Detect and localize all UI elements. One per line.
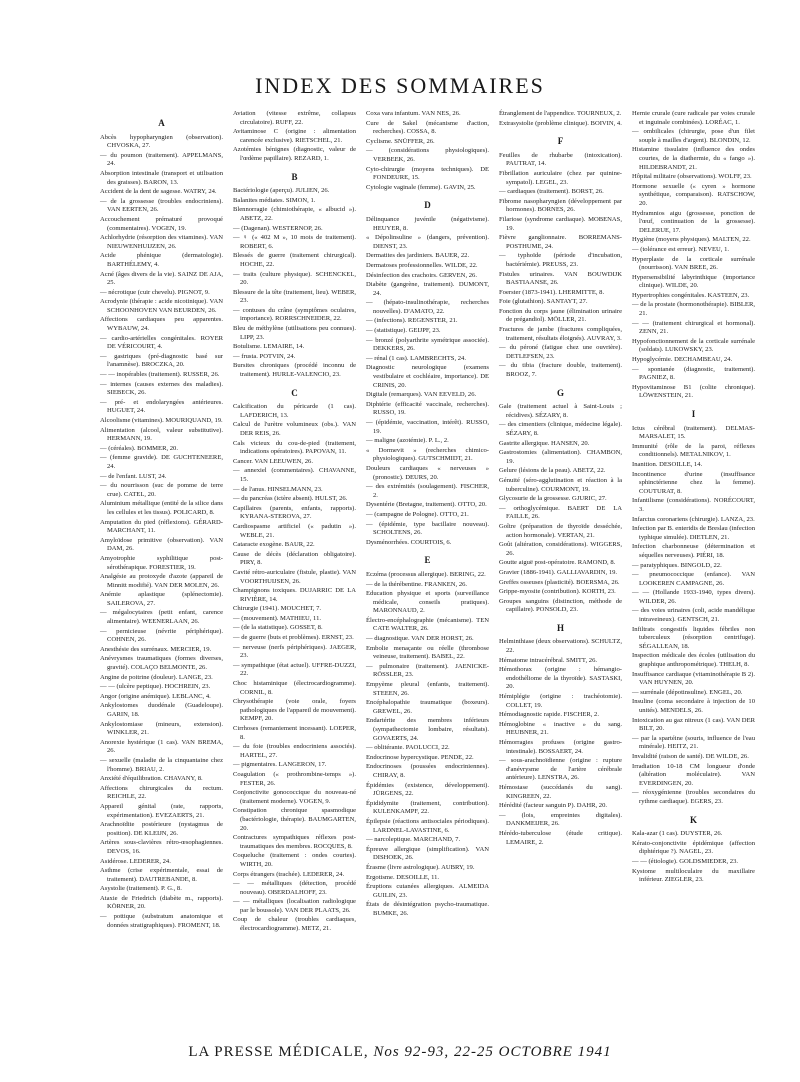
- index-column: [100, 110, 223, 931]
- index-entry: Érasme (livre astrologique). AUBRY, 19.: [366, 863, 475, 871]
- index-entry: Infiltrats congestifs liquides fébriles non tuberculeux (résorption centrifuge). SÉGALLEAN, 18.: [632, 625, 755, 650]
- index-entry: Douleurs cardiaques « nerveuses » (pronostic). DEURS, 20.: [366, 464, 489, 481]
- index-entry: — de l'enfant. LUST, 24.: [100, 472, 167, 480]
- section-letter: A: [158, 118, 165, 128]
- index-entry: — (mouvement). MATHIEU, 11.: [233, 614, 322, 622]
- index-column: [499, 110, 622, 848]
- index-entry: Bursites chroniques (procédé inconnu de traitement). HURLE-VALENCIO, 23.: [233, 362, 356, 379]
- index-entry: Épreuve allergique (simplification). VAN DISHOEK, 26.: [366, 845, 489, 862]
- index-entry: Hémothorax (origine : hémangio-endothéliome de la thyroïde). SASTASKI, 20.: [499, 666, 622, 691]
- index-entry: Anémie aplastique (splénectomie). SAILEROVA, 27.: [100, 591, 223, 607]
- index-entry: Feuilles de rhubarbe (intoxication). PAUTRAT, 14.: [499, 151, 622, 168]
- index-entry: Gravier (1886-1941). GALLIAVARDIN, 19.: [499, 568, 618, 576]
- index-entry: Anévrysmes traumatiques (formes diverses, gravité). COLAÇO BELMONTE, 26.: [100, 655, 223, 672]
- index-entry: Asthme (crise expérimentale, essai de traitement). DAUTREBANDE, 8.: [100, 867, 223, 883]
- index-entry: Botulisme. LEMAIRE, 14.: [233, 343, 305, 351]
- index-entry: Analgésie au protoxyde d'azote (appareil de Minnitt modifié). VAN DER MOLEN, 26.: [100, 573, 223, 589]
- index-entry: Intoxication au gaz nitreux (1 cas). VAN DER BILT, 20.: [632, 716, 755, 733]
- index-entry: — annexiel (commentaires). CHAVANNE, 15.: [233, 467, 356, 483]
- index-entry: Hôpital militaire (observations). WOLFF, 23.: [632, 173, 752, 181]
- page-title: INDEX DES SOMMAIRES: [255, 72, 545, 98]
- index-entry: Avitaminose C (origine : alimentation carencée exclusive). RIETSCHEL, 21.: [233, 128, 356, 144]
- index-entry: — du nourrisson (suc de pomme de terre crue). CATEL, 20.: [100, 482, 223, 498]
- index-entry: Acrodynie (thérapie : acide nicotinique). VAN SCHOONHOVEN VAN BEURDEN, 26.: [100, 298, 223, 314]
- index-entry: Aviation (vitesse extrême, collapsus circulatoire). RUFF, 22.: [233, 110, 356, 126]
- index-entry: Acide phénique (dermatologie). BARTHÉLEMY, 4.: [100, 252, 223, 268]
- index-entry: Ankylostomiase (mineurs, extension). WINKLER, 21.: [100, 720, 223, 737]
- index-entry: Amyotrophie syphilitique post-sérothérapique. FORESTIER, 19.: [100, 554, 223, 571]
- index-entry: Fièvre ganglionnaire. BORREMANS-POSTHUME, 24.: [499, 234, 622, 250]
- index-entry: « Dormevit » (recherches chimico-physiologiques). GUTSCHMIDT, 21.: [366, 446, 489, 463]
- index-entry: Hypertrophies congénitales. KASTEEN, 23.: [632, 291, 750, 299]
- index-entry: Cure de Sakel (mécanisme d'action, recherches). COSSA, 8.: [366, 119, 489, 136]
- index-entry: Cardiospasme artificiel (« padutin »). WEBLE, 21.: [233, 522, 356, 539]
- index-entry: Histamine tissulaire (influence des ondes courtes, de la diathermie, du « fango »). HILDEBRANDT, 21.: [632, 146, 755, 171]
- index-entry: Chrysothérapie (voie orale, foyers pathologiques de l'appareil de mouvement). KEMPF, 20.: [233, 698, 356, 723]
- index-entry: Affections chirurgicales du rectum. REICHLE, 22.: [100, 784, 223, 801]
- index-entry: Ergotisme. DESOILLE, 11.: [366, 873, 440, 881]
- index-entry: — de la thérébentine. FRANKEN, 26.: [366, 580, 468, 588]
- index-entry: Champignons toxiques. DUJARRIC DE LA RIVIÈRE, 14.: [233, 587, 356, 603]
- index-entry: Hémoglobine « inactive » du sang. HEUBNER, 21.: [499, 720, 622, 737]
- index-entry: — des voies urinaires (coli, acide mandélique intraveineux). GENTSCH, 21.: [632, 607, 755, 624]
- page-footer: [0, 1044, 800, 1061]
- index-entry: Calcul de l'urètre volumineux (obs.). VAN DER REIS, 26.: [233, 421, 356, 437]
- index-entry: Calcification du péricarde (1 cas). LAFDERICH, 13.: [233, 403, 356, 419]
- index-entry: — des extrémités (soulagement). FISCHER, 2.: [366, 483, 489, 499]
- index-entry: Gastrostomies (alimentation). CHAMBON, 19.: [499, 449, 622, 465]
- index-entry: Fibrillation auriculaire (chez par quinine-sympatol). LEGEL, 23.: [499, 169, 622, 186]
- index-entry: Kystome multiloculaire du maxillaire inférieur. ZIEGLER, 23.: [632, 867, 755, 884]
- index-entry: Foie (glutathion). SANTAYT, 27.: [499, 298, 588, 306]
- index-entry: Étranglement de l'appendice. TOURNEUX, 2.: [499, 110, 622, 117]
- index-entry: Hérédo-tuberculose (étude critique). LEMAIRE, 2.: [499, 829, 622, 846]
- section-letter: F: [557, 136, 564, 147]
- index-entry: — (hépato-insulinothérapie, recherches nouvelles). D'AMATO, 22.: [366, 299, 489, 315]
- index-entry: — maligne (azotémie). P. L., 2.: [366, 437, 449, 445]
- index-entry: — (tolérance est erreur). NEVEU, 1.: [632, 245, 730, 253]
- index-entry: — de la prostate (hormonothérapie). BIBLER, 21.: [632, 301, 755, 318]
- index-entry: Hémorragies profuses (origine gastro-intestinale). BOSSAERT, 24.: [499, 739, 622, 755]
- index-entry: Hémiplégie (origine : trachéotomie). COLLET, 19.: [499, 693, 622, 709]
- index-entry: Embolie menaçante ou réelle (thrombose veineuse, traitement). BABEL, 22.: [366, 644, 489, 661]
- index-entry: Aluminium métallique (entité de la silice dans les cellules et les tissus). POLICARD, 8.: [100, 500, 223, 516]
- index-entry: — internes (causes externes des maladies). SIEBECK, 26.: [100, 380, 223, 397]
- index-entry: Capillaires (parents, enfants, rapports). KYRANA-STEROVA, 27.: [233, 504, 356, 521]
- index-entry: — orthoglycémique. BAERT DE LA FAILLE, 26.: [499, 504, 622, 521]
- index-entry: — pottique (substratum anatomique et données stratigraphiques). FROMENT, 18.: [100, 913, 223, 929]
- index-entry: Cause de décès (déclaration obligatoire). PIRY, 8.: [233, 550, 356, 567]
- index-entry: — — métalliques (détection, procédé nouveau). OBERDALHOFF, 23.: [233, 880, 356, 896]
- index-entry: — mégalocytaires (petit enfant, carence alimentaire). WEENERLAAN, 26.: [100, 609, 223, 626]
- index-entry: Coup de chaleur (troubles cardiaques, électrocardiogramme). METZ, 21.: [233, 916, 356, 933]
- section-letter: G: [556, 387, 564, 398]
- index-entry: Alcoolisme (vitamines). MOURIQUAND, 19.: [100, 417, 223, 424]
- index-entry: Dermatites des jardiniers. BAUER, 22.: [366, 252, 470, 260]
- index-entry: Hernie crurale (cure radicale par voies crurale et inguinale combinées). LORÉAC, 1.: [632, 110, 755, 126]
- index-entry: Hémodiagnostic rapide. FISCHER, 2.: [499, 711, 599, 719]
- index-entry: Infarctus coronariens (chirurgie). LANZA, 23.: [632, 515, 755, 523]
- index-entry: Grippe-myosite (contribution). KORTH, 23.: [499, 588, 616, 596]
- index-entry: Irradiation 10-18 CM longueur d'onde (altération moléculaire). VAN EVERDINGEN, 20.: [632, 762, 755, 787]
- footer-journal: LA PRESSE MÉDICALE,: [188, 1044, 369, 1060]
- index-entry: Hypersensibilité labyrinthique (importance clinique). WILDE, 20.: [632, 273, 755, 290]
- index-entry: Infection par B. enteridis de Breslau (infection typhique simulée). DIETLEN, 21.: [632, 525, 755, 541]
- index-entry: — du tibia (fracture double, traitement). BROOZ, 7.: [499, 362, 622, 379]
- index-entry: — rénal (1 cas). LAMBRECHTS, 24.: [366, 354, 466, 362]
- section-letter: B: [291, 171, 298, 182]
- index-entry: Diphtérie (efficacité vaccinale, recherches). RUSSO, 19.: [366, 400, 489, 417]
- index-entry: — (considérations physiologiques). VERBEEK, 26.: [366, 147, 489, 163]
- footer-date: 22-25 OCTOBRE 1941: [453, 1044, 612, 1060]
- index-entry: — ombilicales (chirurgie, pose d'un filet souple à mailles d'argent). BLONDIN, 12.: [632, 128, 755, 144]
- index-entry: « Dépolinsuline » (dangers, prévention). DIENST, 23.: [366, 234, 489, 250]
- index-entry: Corps étrangers (trachée). LEDERER, 24.: [233, 870, 345, 878]
- index-entry: Épididymite (traitement, contribution). KULENKAMPF, 22.: [366, 799, 489, 816]
- index-entry: Incontinence d'urine (insuffisance sphinctérienne chez la femme). COUTURAT, 8.: [632, 470, 755, 495]
- index-entry: — réoxygénienne (troubles secondaires du rythme cardiaque). EGERS, 23.: [632, 789, 755, 805]
- index-entry: Hormone sexuelle (« cyren » hormone synthétique, comparaison). RATSCHOW, 20.: [632, 182, 755, 207]
- index-entry: Bactériologie (aperçu). JULIEN, 26.: [233, 187, 330, 195]
- index-entry: Invalidité (raison de santé). DE WILDE, 26.: [632, 752, 749, 760]
- index-entry: — (céréales). BOMMER, 20.: [100, 444, 179, 452]
- index-entry: Hypofonctionnement de la corticale surrénale (soldats). LUKOWSKY, 23.: [632, 337, 755, 354]
- index-entry: Asidérose. LEDERER, 24.: [100, 857, 171, 865]
- index-entry: Appareil génital (rate, rapports, expérimentation). EVEZAERTS, 21.: [100, 802, 223, 819]
- index-entry: — par la spartéine (souris, influence de l'eau minérale). HEITZ, 21.: [632, 734, 755, 751]
- index-entry: Encéphalopathie traumatique (boxeurs). GREWEL, 26.: [366, 699, 489, 715]
- index-columns: [100, 110, 755, 1030]
- index-entry: Achlorhydrie (résorption des vitamines). VAN NIEUWENHUIJZEN, 26.: [100, 234, 223, 250]
- index-entry: Coagulation (« prothrombine-temps »). FESTER, 26.: [233, 770, 356, 787]
- index-entry: Accouchement prématuré provoqué (commentaires). VOGEN, 19.: [100, 215, 223, 232]
- index-entry: Hypovitaminose B1 (colite chronique). LÖWENSTEIN, 21.: [632, 383, 755, 400]
- index-entry: — (lois, empreintes digitales). DANKMEIJER, 26.: [499, 811, 622, 828]
- index-entry: Empyème pleural (enfants, traitement). STEEEN, 26.: [366, 681, 489, 697]
- index-entry: Endartérite des membres inférieurs (sympathectomie lombaire, résultats). GOVAERTS, 24.: [366, 717, 489, 742]
- index-entry: — cardiaques (traitement). BORST, 26.: [499, 188, 604, 196]
- index-column: [366, 110, 489, 919]
- index-entry: — sympathique (état actuel). UFFRE-DUZZI, 22.: [233, 661, 356, 678]
- index-entry: Génuité (séro-agglutination et réaction à la tuberculine). COURMONT, 19.: [499, 476, 622, 493]
- index-entry: Dermatoses professionnelles. WILDE, 22.: [366, 261, 478, 269]
- index-entry: Amyloïdose primitive (observation). VAN DAM, 26.: [100, 536, 223, 553]
- index-entry: Balanites médiates. SIMON, 1.: [233, 196, 316, 204]
- index-entry: Abcès hypopharyngien (observation). CHVOSKA, 27.: [100, 133, 223, 150]
- section-letter: C: [291, 387, 298, 398]
- index-entry: Groupes sanguins (distinction, méthode de capillaire). PONSOLD, 23.: [499, 597, 622, 614]
- index-entry: Amputation du pied (réflexions). GÉRARD-MARCHANT, 11.: [100, 518, 223, 535]
- index-entry: Hygiène (moyens physiques). MALTEN, 22.: [632, 236, 751, 244]
- index-entry: — bronzé (polyarthrite symétrique associée). DEKKERS, 26.: [366, 336, 489, 353]
- index-entry: Inanition. DESOILLE, 14.: [632, 460, 703, 468]
- index-entry: Anxiété d'équilibration. CHAVANY, 8.: [100, 775, 203, 783]
- index-entry: Épidémies (existence, développement). JÜRGENS, 22.: [366, 781, 489, 798]
- index-entry: — nécrotique (cuir chevelu). PIGNOT, 9.: [100, 288, 210, 296]
- section-letter: K: [689, 814, 697, 825]
- index-entry: Fibrome nasopharyngien (développement par hormones). BORNES, 26.: [499, 197, 622, 214]
- index-entry: — oblitérante. PAOLUCCI, 22.: [366, 744, 450, 752]
- index-entry: Azotémies bénignes (diagnostic, valeur de l'œdème papillaire). REZARD, 1.: [233, 146, 356, 162]
- index-entry: Diagnostic neurologique (examens vestibulaire et cochléaire, importance). DE CRINIS, 20.: [366, 364, 489, 389]
- section-letter: H: [556, 622, 564, 633]
- index-entry: Infection charbonneuse (détermination et séquelles nerveuses). PIÉRI, 18.: [632, 543, 755, 559]
- footer-issue: Nos 92-93,: [373, 1044, 450, 1060]
- index-entry: — (Dagenan). WESTERNOP, 26.: [233, 224, 323, 232]
- index-entry: Diabète (gangrène, traitement). DUMONT, 24.: [366, 281, 489, 297]
- index-entry: Désinfection des crachoirs. GERVEN, 26.: [366, 271, 477, 279]
- index-entry: Hérédité (facteur sanguin P). DAHR, 20.: [499, 802, 608, 810]
- index-entry: Cals vicieux du cou-de-pied (traitement, indications opératoires). PAPOVAN, 11.: [233, 439, 356, 456]
- index-entry: — du péroné (fatigue chez une ouvrière). DETLEFSEN, 23.: [499, 344, 622, 360]
- index-entry: Goutte aiguë post-opératoire. RAMOND, 8.: [499, 559, 616, 567]
- index-entry: Anorexie hystérique (1 cas). VAN BREMA, 26.: [100, 738, 223, 755]
- index-entry: Cancer. VAN LEEUWEN, 26.: [233, 457, 313, 465]
- index-entry: Acné (âges divers de la vie). SAINZ DE AJA, 25.: [100, 270, 223, 287]
- index-entry: — — (étiologie). GOLDSMIEDER, 23.: [632, 857, 739, 865]
- index-entry: — (infections). REGENSTER, 21.: [366, 317, 458, 325]
- section-letter: E: [424, 555, 431, 566]
- index-entry: Glycosurie de la grossesse. GJURIC, 27.: [499, 495, 607, 503]
- index-entry: Digitale (remarques). VAN EEVELD, 26.: [366, 391, 477, 399]
- index-entry: — sous-arachnoïdienne (origine : rupture d'anévrysme de l'artère cérébrale antérieure). LENSTRA, 26.: [499, 757, 622, 782]
- index-column: [632, 110, 755, 886]
- index-entry: Endocrinoses (poussées endocriniennes). CHIRAY, 8.: [366, 763, 489, 779]
- index-entry: Insuline (coma secondaire à injection de 10 unités). MENDELS, 26.: [632, 698, 755, 714]
- index-entry: Arachnoïdite postérieure (nystagmus de position). DE KLEIJN, 26.: [100, 821, 223, 837]
- index-entry: Hémostase (succédanés du sang). KINGREEN, 22.: [499, 783, 622, 800]
- index-entry: Inspection médicale des écoles (utilisation du graphique anthropométrique). THELH, 8.: [632, 652, 755, 669]
- index-entry: Contractures sympathiques réflexes post-traumatiques des membres. ROCQUES, 8.: [233, 834, 356, 850]
- index-entry: Artères sous-clavières rétro-œsophagiennes. DEVOS, 16.: [100, 839, 223, 855]
- index-entry: — — métalliques (localisation radiologique par le boussole). VAN DER PLAATS, 26.: [233, 898, 356, 914]
- index-entry: Filariose (syndrome cardiaque). MOBENAS, 19.: [499, 215, 622, 232]
- index-entry: Angine de poitrine (douleur). LANGE, 23.: [100, 673, 213, 681]
- index-entry: — — inopérables (traitement). RUSSER, 26.: [100, 371, 220, 379]
- index-entry: Ankylostomes duodénale (Guadeloupe). GARIN, 18.: [100, 702, 223, 718]
- index-entry: Education physique et sports (surveillance médicale, conseils pratiques). MARONNAUD, 2.: [366, 590, 489, 615]
- index-entry: Cavité rétro-auriculaire (fistule, plastie). VAN VOORTHUIJSEN, 26.: [233, 568, 356, 585]
- index-entry: Hématome intracérébral. SMITT, 26.: [499, 656, 598, 664]
- index-entry: — contuses du crâne (symptômes oculaires, importance). RORRSCHNEIDER, 22.: [233, 306, 356, 323]
- index-entry: — (statistique). GEIJPF, 23.: [366, 327, 441, 335]
- index-entry: États de désintégration psycho-traumatique. BUMKE, 26.: [366, 901, 489, 917]
- index-entry: Insuffisance cardiaque (vitaminothérapie B 2). VAN HUYNEN, 20.: [632, 670, 755, 687]
- index-entry: Hydramnios aigu (grossesse, ponction de l'œuf, continuation de la grossesse). DELERUE, 17.: [632, 209, 755, 234]
- index-entry: Éruptions cutanées allergiques. ALMEIDA GUILIN, 23.: [366, 883, 489, 899]
- index-entry: Cataracte exogène. BAUR, 22.: [233, 541, 315, 549]
- index-entry: — du poumon (traitement). APPELMANS, 24.: [100, 151, 223, 168]
- index-entry: — typhoïde (période d'incubation, bactériémie). PREUSS, 23.: [499, 252, 622, 268]
- index-entry: — — (ulcère peptique). HOCHREIN, 23.: [100, 683, 211, 691]
- index-entry: Greffes osseuses (plasticité). BOERSMA, 26.: [499, 578, 620, 586]
- index-entry: Foerster (1873-1941). LHERMITTE, 8.: [499, 288, 605, 296]
- index-entry: — ♀ (« 402 M », 10 mois de traitement). ROBERT, 6.: [233, 234, 356, 250]
- index-entry: Dysentérie (Bretagne, traitement). OTTO, 20.: [366, 501, 487, 509]
- index-entry: Anesthésie des surrénaux. MERCIER, 19.: [100, 645, 212, 653]
- index-entry: Cyclisme. SNÜFFER, 26.: [366, 137, 435, 145]
- index-entry: Kérato-conjonctivite épidémique (affection diphtérique ?). NAGEL, 23.: [632, 839, 755, 856]
- index-entry: Affections cardiaques peu apparentes. WYBAUW, 24.: [100, 316, 223, 333]
- index-entry: — (campagne de Pologne). OTTO, 21.: [366, 510, 469, 518]
- index-entry: — surrénale (dépotinsuline). ENGEL, 20.: [632, 688, 743, 696]
- index-entry: Accident de la dent de sagesse. WATRY, 24.: [100, 188, 217, 196]
- index-entry: Choc histaminique (électrocardiogramme). CORNIL, 8.: [233, 680, 356, 696]
- index-entry: Cyto-chirurgie (moyens techniques). DE FONDEURE, 15.: [366, 165, 489, 182]
- index-entry: Fractures de jambe (fractures compliquées, traitement, résultats éloignés). AUVRAY, 3.: [499, 326, 622, 342]
- index-entry: — (épidémie, type bacillaire nouveau). SCHOLTENS, 26.: [366, 520, 489, 537]
- index-entry: — paratyphiques. BINGOLD, 22.: [632, 561, 722, 569]
- index-entry: — de l'anus. HINSELMANN, 23.: [233, 485, 323, 493]
- index-entry: — — (Hollande 1933-1940, types divers). WILDER, 26.: [632, 589, 755, 605]
- index-entry: — (épidémie, vaccination, intérêt). RUSSO, 19.: [366, 419, 489, 435]
- index-entry: Gelure (lésions de la peau). ABETZ, 22.: [499, 467, 606, 475]
- index-entry: — du foie (troubles endocriniens associés). HARTEL, 27.: [233, 743, 356, 759]
- index-entry: Absorption intestinale (transport et utilisation des graisses). BARON, 13.: [100, 169, 223, 186]
- index-entry: — diagnostique. VAN DER HORST, 26.: [366, 635, 474, 643]
- index-entry: Délinquance juvénile (négativisme). HEUYER, 8.: [366, 215, 489, 232]
- index-entry: — spontanée (diagnostic, traitement). PAGNIEZ, 8.: [632, 365, 755, 382]
- index-entry: Constipation chronique spasmodique (bactériologie, thérapie). BAUMGARTEN, 20.: [233, 807, 356, 832]
- index-entry: Bleu de méthylène (utilisations peu connues). LIPP, 23.: [233, 325, 356, 341]
- index-entry: Coxa vara infantum. VAN NES, 26.: [366, 110, 461, 117]
- index-entry: Immunité (rôle de la paroi, réflexes conditionnels). METALNIKOV, 1.: [632, 442, 755, 459]
- index-entry: Extrasystolie (problème clinique). BOIVIN, 4.: [499, 119, 622, 127]
- index-entry: — pulmonaire (traitement). JAENICKE-RÖSSLER, 23.: [366, 662, 489, 679]
- index-entry: Dysménorrhées. COURTOIS, 6.: [366, 538, 452, 546]
- index-entry: — pré- et endolaryngées antérieures. HUGUET, 24.: [100, 398, 223, 415]
- index-entry: Goître (préparation de thyroïde desséchée, action hormonale). VERTAN, 21.: [499, 522, 622, 539]
- index-entry: — sexuelle (maladie de la cinquantaine chez l'homme). BRIAU, 2.: [100, 756, 223, 773]
- section-letter: I: [691, 409, 696, 419]
- index-entry: Gale (traitement actuel à Saint-Louis ; récidives). SÉZARY, 8.: [499, 403, 622, 419]
- index-entry: Gastrite allergique. HANSEN, 20.: [499, 439, 590, 447]
- index-entry: — frusta. POTVIN, 24.: [233, 352, 296, 360]
- index-entry: — cardio-artérielles congénitales. ROYER DE VÉRICOURT, 4.: [100, 334, 223, 351]
- index-entry: — pigmentaires. LANGERON, 17.: [233, 761, 327, 769]
- index-entry: Blessure de la tête (traitement, lieu). WEBER, 23.: [233, 288, 356, 305]
- index-entry: Blennorragie (chimiothérapie, « albucid »). ABETZ, 22.: [233, 206, 356, 222]
- index-entry: — gastriques (pré-diagnostic basé sur l'anamnèse). BROCZKA, 20.: [100, 352, 223, 369]
- index-entry: — nerveuse (nerfs périphériques). JAEGER, 23.: [233, 643, 356, 660]
- index-entry: Helminthiase (deux observations). SCHULTZ, 22.: [499, 638, 623, 655]
- index-entry: — traits (culture physique). SCHENCKEL, 20.: [233, 270, 356, 287]
- index-entry: — de la grossesse (troubles endocriniens). VAN EERTEN, 26.: [100, 197, 223, 214]
- index-entry: Fonction du corps jaune (élimination urinaire de prégandiol). MÖLLER, 21.: [499, 307, 622, 324]
- index-entry: — (de la statistique). GOSSET, 8.: [233, 624, 323, 632]
- index-entry: Électro-encéphalographie (mécanisme). TEN CATE WALTER, 26.: [366, 616, 489, 633]
- index-entry: Épilepsie (réactions antisociales périodiques). LARDNEL-LAVASTINE, 6.: [366, 817, 489, 834]
- index-entry: Ictus cérébral (traitement). DELMAS-MARSALET, 15.: [632, 424, 755, 441]
- index-entry: Goût (altération, considérations). WIGGERS, 26.: [499, 541, 622, 557]
- index-entry: — — (traitement chirurgical et hormonal). ZENN, 21.: [632, 319, 755, 336]
- index-entry: — pernicieuse (névrite périphérique). COHNEN, 26.: [100, 627, 223, 644]
- index-entry: Coqueluche (traitement : ondes courtes). WIRTH, 20.: [233, 852, 356, 868]
- index-entry: Endocrinose hypercystique. PENDE, 22.: [366, 753, 474, 761]
- index-entry: Infantilisme (considérations). NORÉCOURT, 3.: [632, 497, 755, 513]
- index-entry: — narcoleptique. MARCHAND, 7.: [366, 836, 461, 844]
- index-entry: — des cimentiers (clinique, médecine légale). SÉZARY, 8.: [499, 421, 622, 437]
- index-entry: Conjonctivite gonococcique du nouveau-né (traitement moderne). VOGEN, 9.: [233, 789, 356, 805]
- section-letter: D: [424, 200, 431, 211]
- index-entry: — de guerre (buts et problèmes). ERNST, 23.: [233, 634, 354, 642]
- index-entry: Blessés de guerre (traitement chirurgical). HOCHE, 22.: [233, 252, 356, 268]
- index-entry: Hyperplasie de la corticale surrénale (nourrisson). VAN BREE, 26.: [632, 255, 755, 272]
- index-entry: Cirrhoses (remaniement incessant). LOEPER, 8.: [233, 725, 356, 741]
- index-entry: Cytologie vaginale (femme). GAVIN, 25.: [366, 183, 476, 191]
- index-entry: — (femme gravide). DE GUCHTENEERE, 24.: [100, 454, 223, 470]
- index-entry: Asystolie (traitement). P. G., 8.: [100, 885, 182, 893]
- index-entry: Hypoglycémie. DECHAMBEAU, 24.: [632, 356, 733, 364]
- index-entry: — pneumococcique (enfance). VAN LOOKEREN CAMPAGNE, 26.: [632, 571, 755, 587]
- index-entry: Angor (origine anémique). LEBLANC, 4.: [100, 692, 211, 700]
- index-entry: Ataxie de Friedrich (diabète m., rapports). KÖRNER, 20.: [100, 894, 223, 911]
- index-entry: Alimentation (alcool, valeur substitutive). HERMANN, 19.: [100, 426, 223, 443]
- index-column: [233, 110, 356, 935]
- index-entry: Eczéma (processus allergique). BERING, 22.: [366, 570, 486, 578]
- index-entry: Chirurgie (1941). MOUCHET, 7.: [233, 605, 322, 613]
- index-entry: Fistules urinaires. VAN BOUWDIJK BASTIAANSE, 26.: [499, 270, 622, 287]
- index-entry: — du pancréas (ictère absent). HULST, 26.: [233, 495, 348, 503]
- index-entry: Kala-azar (1 cas). DUYSTER, 26.: [632, 830, 723, 838]
